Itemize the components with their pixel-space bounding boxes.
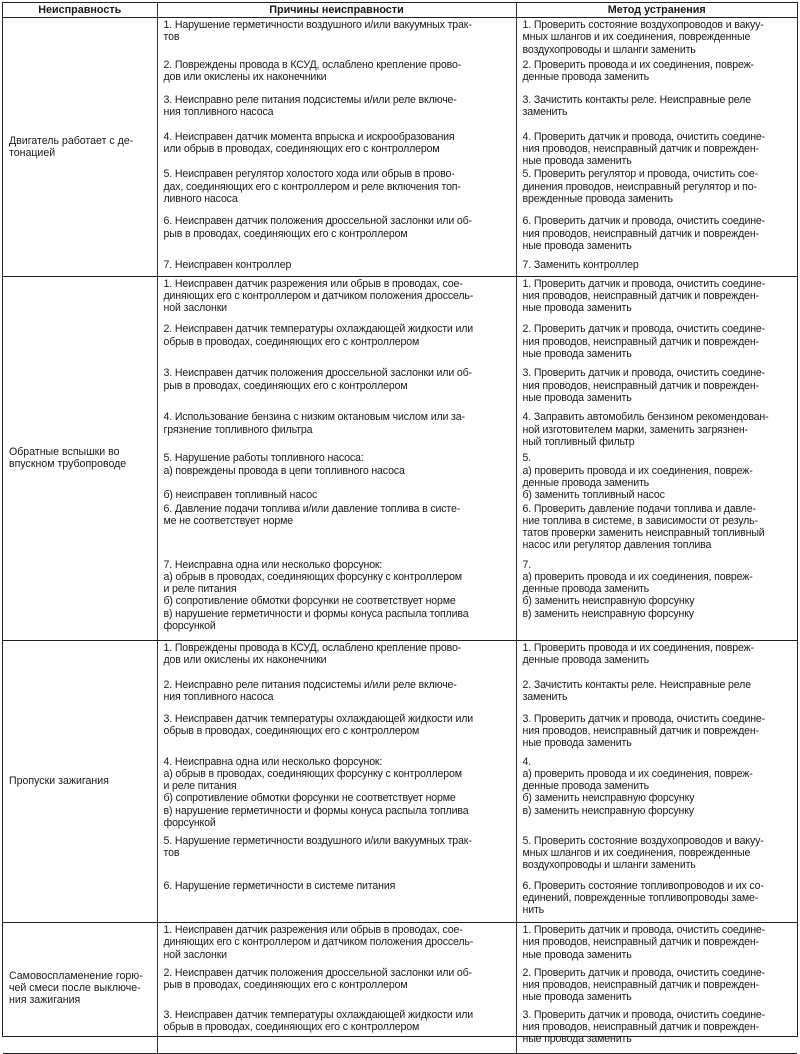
cause-cell — [157, 678, 516, 712]
table-row — [3, 276, 797, 322]
text-line: ливного насоса — [163, 192, 238, 205]
text-line: ния проводов, неисправный датчик и поврежден- — [522, 290, 759, 303]
header-fault: Неисправность — [3, 3, 157, 18]
text-line: ные провода заменить — [522, 991, 632, 1004]
text-line: нить — [522, 904, 545, 917]
text-line: денные провода заменить — [522, 654, 650, 667]
text-line: мных шлангов и их соединения, поврежденные — [522, 31, 751, 44]
fix-cell — [516, 558, 797, 641]
text-line: 1. Проверить состояние воздухопроводов и вакуу- — [522, 19, 764, 31]
text-line: тов — [163, 31, 180, 44]
text-line: в) заменить неисправную форсунку — [522, 804, 694, 817]
text-line: тонацией — [9, 146, 56, 159]
fix-cell — [516, 366, 797, 410]
fault-table-page — [2, 2, 798, 1046]
text-line: в) заменить неисправную форсунку — [522, 607, 694, 620]
header-cause: Причины неисправности — [157, 3, 516, 18]
text-line: ния проводов, неисправный датчик и поврежден- — [522, 724, 759, 737]
text-line: 7. Неисправен контроллер — [163, 259, 292, 272]
text-line: ные провода заменить — [522, 737, 632, 750]
text-line: ния проводов, неисправный датчик и поврежден- — [522, 978, 759, 991]
text-line: или обрыв в проводах, соединяющих его с контроллером — [163, 142, 440, 155]
text-line: 2. Зачистить контакты реле. Неисправные реле — [522, 678, 751, 691]
text-line: ные провода заменить — [522, 155, 632, 168]
fix-cell — [516, 322, 797, 366]
text-line: и реле питания — [163, 780, 237, 793]
header-fix: Метод устранения — [516, 3, 797, 18]
fix-cell — [516, 678, 797, 712]
text-line: 3. Неисправен датчик положения дроссельной заслонки или об- — [163, 367, 472, 380]
text-line: диняющих его с контроллером и датчиком положения дроссель- — [163, 290, 474, 303]
text-line: диняющих его с контроллером и датчиком положения дроссель- — [163, 936, 474, 949]
text-line: а) повреждены провода в цепи топливного насоса — [163, 464, 405, 477]
text-line: 6. Проверить состояние топливопроводов и их со- — [522, 879, 764, 892]
text-line: 5. Неисправен регулятор холостого хода или обрыв в прово- — [163, 168, 455, 181]
cause-cell — [157, 322, 516, 366]
text-line: б) заменить неисправную форсунку — [522, 792, 695, 805]
text-line: ный топливный фильтр — [522, 435, 635, 448]
text-line: рыв в проводах, соединяющих его с контроллером — [163, 978, 408, 991]
text-line: б) неисправен топливный насос — [163, 489, 318, 502]
text-line: 3. Зачистить контакты реле. Неисправные реле — [522, 93, 751, 106]
text-line: 6. Давление подачи топлива и/или давление топлива в систе- — [163, 502, 461, 515]
cause-cell — [157, 130, 516, 168]
cause-cell — [157, 214, 516, 258]
text-line: 1. Неисправен датчик разрежения или обрыв в проводах, сое- — [163, 277, 463, 290]
text-line: форсункой — [163, 817, 216, 830]
cause-cell — [157, 966, 516, 1008]
text-line: 1. Проверить датчик и провода, очистить соедине- — [522, 924, 766, 937]
text-line: Двигатель работает с де- — [9, 134, 134, 147]
text-line: ния проводов, неисправный датчик и поврежден- — [522, 379, 759, 392]
text-line: ния проводов, неисправный датчик и поврежден- — [522, 936, 759, 949]
table-row — [3, 641, 797, 678]
text-line: обрыв в проводах, соединяющих его с контроллером — [163, 335, 420, 348]
text-line: ной заслонки — [163, 302, 227, 315]
text-line: заменить — [522, 105, 568, 118]
fix-cell — [516, 410, 797, 451]
text-line: б) заменить топливный насос — [522, 489, 665, 502]
text-line: ния зажигания — [9, 994, 81, 1007]
fix-cell — [516, 276, 797, 322]
cause-cell — [157, 451, 516, 501]
text-line: 7. Заменить контроллер — [522, 259, 639, 272]
fix-cell — [516, 755, 797, 834]
text-line: денные провода заменить — [522, 583, 650, 596]
cause-cell — [157, 712, 516, 755]
cause-cell — [157, 18, 516, 58]
text-line: 3. Проверить датчик и провода, очистить соедине- — [522, 1008, 766, 1021]
cause-cell — [157, 879, 516, 923]
cause-cell — [157, 410, 516, 451]
text-line: 2. Неисправен датчик температуры охлаждающей жидкости или — [163, 323, 474, 336]
text-line: 3. Проверить датчик и провода, очистить соедине- — [522, 712, 766, 725]
text-line: а) проверить провода и их соединения, повреж- — [522, 570, 753, 583]
text-line: дах, соединяющих его с контроллером и реле включения топ- — [163, 180, 461, 193]
text-line: врежденные провода заменить — [522, 192, 673, 205]
fault-cell — [3, 923, 157, 1054]
table-row — [3, 18, 797, 58]
text-line: ные провода заменить — [522, 1033, 632, 1046]
text-line: 2. Повреждены провода в КСУД, ослаблено крепление прово- — [163, 58, 462, 71]
text-line: рыв в проводах, соединяющих его с контроллером — [163, 379, 408, 392]
text-line: ния проводов, неисправный датчик и поврежден- — [522, 1020, 759, 1033]
text-line: б) сопротивление обмотки форсунки не соответствует норме — [163, 595, 456, 608]
fault-cell — [3, 18, 157, 277]
cause-cell — [157, 167, 516, 214]
text-line: 5. Нарушение герметичности воздушного и/или вакуумных трак- — [163, 834, 472, 847]
text-line: ния проводов, неисправный датчик и поврежден- — [522, 227, 759, 240]
text-line: мных шлангов и их соединения, поврежденные — [522, 846, 751, 859]
cause-cell — [157, 93, 516, 130]
text-line: 4. Неисправен датчик момента впрыска и искрообразования — [163, 130, 455, 143]
cause-cell — [157, 641, 516, 678]
fix-cell — [516, 58, 797, 93]
text-line: в) нарушение герметичности и формы конуса распыла топлива — [163, 804, 469, 817]
fix-cell — [516, 641, 797, 678]
text-line: а) проверить провода и их соединения, повреж- — [522, 767, 753, 780]
text-line: и реле питания — [163, 583, 237, 596]
text-line: Самовоспламенение горю- — [9, 969, 143, 982]
cause-cell — [157, 923, 516, 966]
text-line: грязнение топливного фильтра — [163, 423, 313, 436]
text-line: 7. Неисправна одна или несколько форсунок: — [163, 558, 383, 571]
fix-cell — [516, 214, 797, 258]
text-line: б) сопротивление обмотки форсунки не соответствует норме — [163, 792, 456, 805]
text-line: дов или окислены их наконечники — [163, 654, 327, 667]
text-line: форсункой — [163, 620, 216, 633]
table-header-row — [3, 3, 797, 18]
text-line: а) обрыв в проводах, соединяющих форсунку с контроллером — [163, 767, 462, 780]
text-line: 2. Проверить датчик и провода, очистить соедине- — [522, 966, 766, 979]
text-line: 3. Неисправен датчик температуры охлаждающей жидкости или — [163, 1008, 474, 1021]
text-line: 2. Неисправно реле питания подсистемы и/или реле включе- — [163, 678, 457, 691]
text-line: Обратные вспышки во — [9, 446, 120, 459]
text-line: рыв в проводах, соединяющих его с контроллером — [163, 227, 408, 240]
text-line: единений, поврежденные топливопроводы заме- — [522, 891, 759, 904]
fault-table — [3, 3, 797, 1054]
text-line: ные провода заменить — [522, 347, 632, 360]
text-line: денные провода заменить — [522, 476, 650, 489]
cause-cell — [157, 755, 516, 834]
text-line: впускном трубопроводе — [9, 458, 127, 471]
text-line: 6. Проверить датчик и провода, очистить соедине- — [522, 215, 766, 228]
text-line: ния топливного насоса — [163, 690, 274, 703]
fix-cell — [516, 93, 797, 130]
text-line: 4. Проверить датчик и провода, очистить соедине- — [522, 130, 766, 143]
text-line: ные провода заменить — [522, 948, 632, 961]
fix-cell — [516, 879, 797, 923]
text-line: денные провода заменить — [522, 780, 650, 793]
text-line: а) обрыв в проводах, соединяющих форсунку с контроллером — [163, 570, 462, 583]
fix-cell — [516, 258, 797, 276]
text-line: дов или окислены их наконечники — [163, 70, 327, 83]
text-line: 4. Использование бензина с низким октановым числом или за- — [163, 411, 465, 424]
text-line: ния топливного насоса — [163, 105, 274, 118]
text-line: чей смеси после выключе- — [9, 981, 141, 994]
fix-cell — [516, 502, 797, 558]
fix-cell — [516, 966, 797, 1008]
text-line: 4. Заправить автомобиль бензином рекомендован- — [522, 411, 769, 424]
cause-cell — [157, 366, 516, 410]
fix-cell — [516, 923, 797, 966]
cause-cell — [157, 276, 516, 322]
text-line: 5. Проверить состояние воздухопроводов и вакуу- — [522, 834, 764, 847]
text-line: 2. Неисправен датчик положения дроссельной заслонки или об- — [163, 966, 472, 979]
text-line: 6. Проверить давление подачи топлива и давле- — [522, 502, 756, 515]
table-row — [3, 923, 797, 966]
text-line: насос или регулятор давления топлива — [522, 539, 712, 552]
fix-cell — [516, 712, 797, 755]
fix-cell — [516, 130, 797, 168]
text-line: 3. Неисправен датчик температуры охлаждающей жидкости или — [163, 712, 474, 725]
text-line: Пропуски зажигания — [9, 775, 109, 788]
text-line: воздухопроводы и шланги заменить — [522, 859, 696, 872]
text-line: в) нарушение герметичности и формы конуса распыла топлива — [163, 607, 469, 620]
text-line: динения проводов, неисправный регулятор и по- — [522, 180, 757, 193]
text-line: ние топлива в системе, в зависимости от резуль- — [522, 514, 758, 527]
text-line: 3. Проверить датчик и провода, очистить соедине- — [522, 367, 766, 380]
text-line: денные провода заменить — [522, 70, 650, 83]
text-line: 1. Повреждены провода в КСУД, ослаблено крепление прово- — [163, 642, 462, 655]
text-line: 2. Проверить провода и их соединения, повреж- — [522, 58, 754, 71]
text-line: 1. Проверить провода и их соединения, повреж- — [522, 642, 754, 655]
text-line: б) заменить неисправную форсунку — [522, 595, 695, 608]
text-line: 5. — [522, 452, 532, 465]
fault-cell — [3, 641, 157, 923]
text-line: заменить — [522, 690, 568, 703]
text-line: 3. Неисправно реле питания подсистемы и/или реле включе- — [163, 93, 457, 106]
fault-cell — [3, 276, 157, 640]
text-line: 4. — [522, 755, 532, 768]
cause-cell — [157, 258, 516, 276]
text-line: 4. Неисправна одна или несколько форсунок: — [163, 755, 383, 768]
text-line: 2. Проверить датчик и провода, очистить соедине- — [522, 323, 766, 336]
text-line: 5. Нарушение работы топливного насоса: — [163, 452, 364, 465]
text-line: ные провода заменить — [522, 302, 632, 315]
fix-cell — [516, 167, 797, 214]
text-line: 1. Неисправен датчик разрежения или обрыв в проводах, сое- — [163, 924, 463, 937]
text-line: ные провода заменить — [522, 391, 632, 404]
cause-cell — [157, 1008, 516, 1054]
text-line: ме не соответствует норме — [163, 514, 294, 527]
fix-cell — [516, 451, 797, 501]
text-line: ные провода заменить — [522, 239, 632, 252]
text-line: ния проводов, неисправный датчик и поврежден- — [522, 335, 759, 348]
text-line: воздухопроводы и шланги заменить — [522, 43, 696, 56]
text-line: ной изготовителем марки, заменить загрязнен- — [522, 423, 748, 436]
text-line: ной заслонки — [163, 948, 227, 961]
text-line: 5. Проверить регулятор и провода, очистить сое- — [522, 168, 758, 181]
text-line: 7. — [522, 558, 532, 571]
text-line: 6. Неисправен датчик положения дроссельной заслонки или об- — [163, 215, 472, 228]
text-line: 6. Нарушение герметичности в системе питания — [163, 879, 396, 892]
text-line: татов проверки заменить неисправный топливный — [522, 527, 765, 540]
text-line: 1. Проверить датчик и провода, очистить соедине- — [522, 277, 766, 290]
fix-cell — [516, 834, 797, 879]
cause-cell — [157, 558, 516, 641]
text-line: а) проверить провода и их соединения, повреж- — [522, 464, 753, 477]
fix-cell — [516, 1008, 797, 1054]
text-line: тов — [163, 846, 180, 859]
text-line — [164, 477, 512, 489]
text-line: ния проводов, неисправный датчик и поврежден- — [522, 142, 759, 155]
text-line: обрыв в проводах, соединяющих его с контроллером — [163, 724, 420, 737]
cause-cell — [157, 58, 516, 93]
cause-cell — [157, 502, 516, 558]
text-line: обрыв в проводах, соединяющих его с контроллером — [163, 1020, 420, 1033]
table-body — [3, 18, 797, 1054]
cause-cell — [157, 834, 516, 879]
text-line: 1. Нарушение герметичности воздушного и/или вакуумных трак- — [163, 19, 472, 31]
fix-cell — [516, 18, 797, 58]
